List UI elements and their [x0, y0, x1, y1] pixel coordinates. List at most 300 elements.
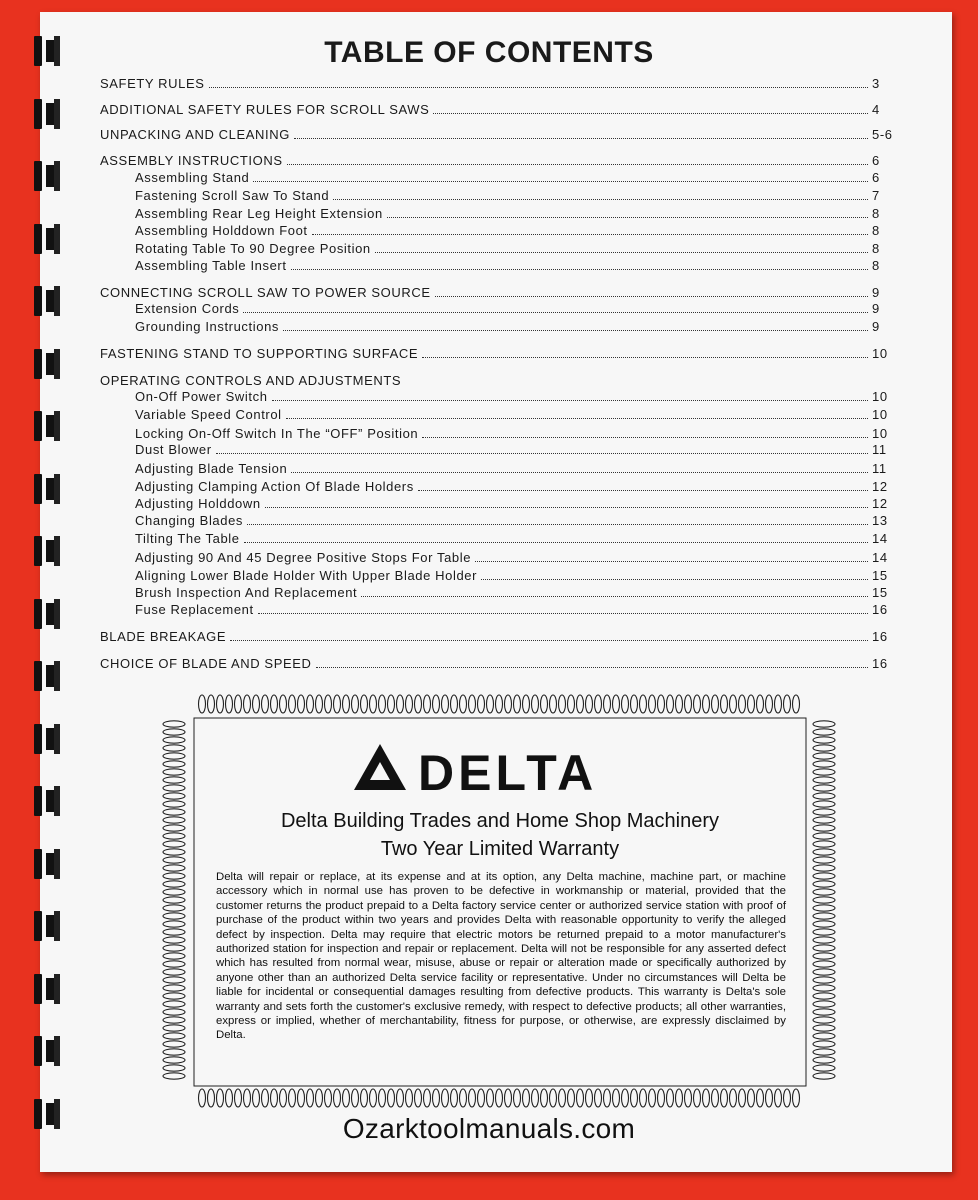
border-loop [163, 721, 185, 727]
border-loop [813, 793, 835, 799]
border-loop [813, 737, 835, 743]
border-loop [163, 889, 185, 895]
toc-entry-page: 16 [872, 602, 888, 617]
border-loop [640, 1089, 647, 1107]
toc-entry-page: 10 [872, 426, 888, 441]
dot-leader [265, 507, 868, 508]
border-loop [813, 1057, 835, 1063]
border-loop [226, 1089, 233, 1107]
border-loop [813, 873, 835, 879]
border-loop [451, 695, 458, 713]
border-loop [649, 695, 656, 713]
border-loop [523, 695, 530, 713]
toc-entry [135, 300, 888, 316]
toc-entry-page: 8 [872, 206, 880, 221]
toc-entry-label: Extension Cords [135, 301, 240, 316]
border-loop [739, 695, 746, 713]
toc-entry [100, 284, 888, 300]
border-loop [163, 969, 185, 975]
border-loop [163, 945, 185, 951]
border-loop [163, 865, 185, 871]
border-loop [658, 695, 665, 713]
toc-entry [135, 169, 888, 185]
border-loop [813, 745, 835, 751]
toc-entry-page: 5-6 [872, 127, 893, 142]
border-loop [415, 1089, 422, 1107]
dot-leader [230, 640, 868, 641]
border-loop [163, 745, 185, 751]
dot-leader [475, 561, 868, 562]
toc-entry-page: 7 [872, 188, 880, 203]
border-loop [813, 881, 835, 887]
toc-entry-label: Variable Speed Control [135, 407, 282, 422]
border-loop [253, 1089, 260, 1107]
dot-leader [291, 269, 868, 270]
border-loop [343, 1089, 350, 1107]
border-loop [163, 1057, 185, 1063]
border-loop [163, 961, 185, 967]
watermark-url: Ozarktoolmanuals.com [342, 1113, 636, 1144]
dot-leader [244, 542, 868, 543]
toc-entry-page: 10 [872, 346, 888, 361]
border-loop [721, 1089, 728, 1107]
border-loop [813, 1025, 835, 1031]
dot-leader [209, 87, 869, 88]
border-loop [568, 695, 575, 713]
toc-entry-label: Locking On-Off Switch In The “OFF” Position [135, 426, 419, 441]
border-loop [766, 695, 773, 713]
border-loop [757, 695, 764, 713]
toc-entry-label: ASSEMBLY INSTRUCTIONS [100, 153, 283, 168]
dot-leader [422, 357, 868, 358]
border-loop [442, 1089, 449, 1107]
toc-entry [100, 152, 888, 168]
border-loop [712, 1089, 719, 1107]
dot-leader [433, 113, 868, 114]
border-loop [163, 761, 185, 767]
border-loop [514, 695, 521, 713]
border-loop [262, 1089, 269, 1107]
border-loop [505, 695, 512, 713]
toc-entry [135, 460, 888, 476]
border-loop [604, 1089, 611, 1107]
border-loop [163, 1033, 185, 1039]
page-title: TABLE OF CONTENTS [324, 36, 654, 69]
border-loop [334, 1089, 341, 1107]
border-loop [460, 1089, 467, 1107]
toc-entry-label: Adjusting Holddown [135, 496, 261, 511]
border-loop [541, 1089, 548, 1107]
dot-leader [283, 330, 868, 331]
toc-entry-label: Assembling Table Insert [135, 258, 287, 273]
toc-entry-label: Dust Blower [135, 442, 212, 457]
border-loop [784, 695, 791, 713]
border-loop [217, 1089, 224, 1107]
border-loop [307, 1089, 314, 1107]
border-loop [775, 695, 782, 713]
border-loop [550, 1089, 557, 1107]
border-loop [388, 1089, 395, 1107]
border-loop [163, 929, 185, 935]
border-loop [541, 695, 548, 713]
dot-leader [286, 418, 868, 419]
border-loop [226, 695, 233, 713]
dot-leader [216, 453, 868, 454]
border-loop [568, 1089, 575, 1107]
binding-coil [30, 1036, 64, 1066]
border-loop [813, 1017, 835, 1023]
toc-entry-label: Adjusting Blade Tension [135, 461, 288, 476]
border-loop [532, 1089, 539, 1107]
toc-entry [135, 584, 888, 600]
border-loop [676, 695, 683, 713]
toc-entry-page: 8 [872, 241, 880, 256]
border-loop [406, 695, 413, 713]
border-loop [424, 1089, 431, 1107]
toc-entry-label: BLADE BREAKAGE [100, 629, 227, 644]
toc-entry-label: Assembling Stand [135, 170, 250, 185]
toc-entry-label: FASTENING STAND TO SUPPORTING SURFACE [100, 346, 419, 361]
toc-entry-page: 12 [872, 479, 888, 494]
toc-entry [100, 372, 888, 388]
border-loop [163, 913, 185, 919]
border-loop [730, 695, 737, 713]
toc-entry-label: Grounding Instructions [135, 319, 279, 334]
border-loop [766, 1089, 773, 1107]
border-loop [298, 695, 305, 713]
border-loop [289, 695, 296, 713]
border-loop [793, 695, 800, 713]
border-loop [208, 1089, 215, 1107]
border-loop [217, 695, 224, 713]
toc-entry [135, 205, 888, 221]
toc-entry-label: Tilting The Table [135, 531, 240, 546]
toc-entry-label: Assembling Holddown Foot [135, 223, 308, 238]
border-loop [775, 1089, 782, 1107]
toc-entry-page: 14 [872, 550, 888, 565]
border-loop [262, 695, 269, 713]
toc-entry [100, 655, 888, 671]
toc-entry [135, 222, 888, 238]
border-loop [739, 1089, 746, 1107]
toc-entry-label: Fastening Scroll Saw To Stand [135, 188, 330, 203]
border-loop [163, 881, 185, 887]
dot-leader [375, 252, 868, 253]
border-loop [244, 695, 251, 713]
border-loop [163, 1041, 185, 1047]
toc-entry-page: 14 [872, 531, 888, 546]
border-loop [469, 695, 476, 713]
border-loop [163, 921, 185, 927]
toc-entry-page: 8 [872, 258, 880, 273]
border-loop [550, 695, 557, 713]
toc-entry [135, 240, 888, 256]
toc-entry-page: 15 [872, 585, 888, 600]
border-loop [163, 769, 185, 775]
toc-entry-label: Aligning Lower Blade Holder With Upper Blade Holder [135, 568, 478, 583]
dot-leader [312, 234, 868, 235]
border-loop [685, 1089, 692, 1107]
border-loop [379, 1089, 386, 1107]
border-loop [235, 1089, 242, 1107]
border-loop [813, 929, 835, 935]
border-loop [813, 769, 835, 775]
border-loop [730, 1089, 737, 1107]
border-loop [163, 985, 185, 991]
dot-leader [253, 181, 868, 182]
toc-entry-label: Fuse Replacement [135, 602, 254, 617]
dot-leader [361, 596, 868, 597]
border-loop [397, 1089, 404, 1107]
border-loop [813, 1041, 835, 1047]
border-loop [586, 695, 593, 713]
toc-entry [135, 567, 888, 583]
dot-leader [481, 579, 868, 580]
border-loop [271, 1089, 278, 1107]
border-loop [424, 695, 431, 713]
border-loop [163, 1049, 185, 1055]
border-loop [559, 695, 566, 713]
border-loop [613, 1089, 620, 1107]
toc-entry [100, 126, 893, 142]
toc-entry-page: 11 [872, 461, 887, 476]
border-loop [813, 753, 835, 759]
border-loop [433, 695, 440, 713]
dot-leader [422, 437, 868, 438]
border-loop [280, 695, 287, 713]
border-loop [478, 695, 485, 713]
toc-entry [100, 75, 888, 91]
border-loop [163, 1065, 185, 1071]
binding-coil [30, 974, 64, 1004]
border-loop [813, 993, 835, 999]
border-loop [813, 1001, 835, 1007]
border-loop [604, 695, 611, 713]
toc-entry-page: 6 [872, 153, 880, 168]
toc-entry [135, 441, 888, 457]
toc-entry [135, 187, 888, 203]
border-loop [577, 695, 584, 713]
border-loop [163, 897, 185, 903]
border-loop [244, 1089, 251, 1107]
toc-entry-page: 8 [872, 223, 880, 238]
border-loop [813, 921, 835, 927]
toc-entry-page: 9 [872, 285, 880, 300]
border-loop [433, 1089, 440, 1107]
border-loop [352, 1089, 359, 1107]
binding-coil [30, 786, 64, 816]
toc-entry-page: 15 [872, 568, 888, 583]
toc-entry [135, 425, 888, 441]
toc-entry-page: 10 [872, 389, 888, 404]
toc-entry [100, 628, 888, 644]
toc-entry-label: On-Off Power Switch [135, 389, 268, 404]
toc-entry-page: 10 [872, 407, 888, 422]
border-loop [813, 961, 835, 967]
border-loop [163, 1009, 185, 1015]
border-loop [469, 1089, 476, 1107]
toc-entry [135, 388, 888, 404]
toc-entry [135, 549, 888, 565]
toc-entry [135, 495, 888, 511]
border-loop [532, 695, 539, 713]
binding-coil [30, 849, 64, 879]
toc-entry-page: 6 [872, 170, 880, 185]
delta-logo-wordmark: DELTA [418, 745, 598, 800]
border-loop [163, 1073, 185, 1079]
border-loop [316, 1089, 323, 1107]
border-loop [163, 777, 185, 783]
toc-entry [100, 101, 888, 117]
toc-entry-label: ADDITIONAL SAFETY RULES FOR SCROLL SAWS [100, 102, 430, 117]
border-loop [595, 695, 602, 713]
dot-leader [272, 400, 868, 401]
border-loop [496, 1089, 503, 1107]
border-loop [163, 737, 185, 743]
border-loop [813, 777, 835, 783]
border-loop [813, 761, 835, 767]
toc-entry-page: 13 [872, 513, 888, 528]
border-loop [813, 977, 835, 983]
toc-entry-label: UNPACKING AND CLEANING [100, 127, 290, 142]
border-loop [813, 945, 835, 951]
border-loop [478, 1089, 485, 1107]
border-loop [757, 1089, 764, 1107]
toc-entry-page: 16 [872, 629, 888, 644]
toc-entry-label: Adjusting 90 And 45 Degree Positive Stops For Table [135, 550, 472, 565]
border-loop [505, 1089, 512, 1107]
border-loop [361, 1089, 368, 1107]
border-loop [460, 695, 467, 713]
warranty-body: Delta will repair or replace, at its expense and at its option, any Delta machine, machine part, or machine accessory which in normal use has proven to be defective in workmanship or material, provided that the customer returns the product prepaid to a Delta factory service center or authorized service station with proof of purchase of the product within two years and provides Delta with reasonable opportunity to verify the alleged defect by inspection. Delta may require that electric motors be returned prepaid to a motor manufacturer's authorized station for inspection and repair or replacement. Delta will not be responsible for any asserted defect which has resulted from normal wear, misuse, abuse or repair or alteration made or specifically authorized by anyone other than an authorized Delta service facility or representative. Under no circumstances will Delta be liable for incidental or consequential damages resulting from defective products. This warranty is Delta's sole warranty and sets forth the customer's exclusive remedy, with respect to defective products; all other warranties, express or implied, whether of merchantability, fitness for purpose, or otherwise, are expressly disclaimed by Delta. [216, 871, 786, 1042]
border-loop [813, 801, 835, 807]
border-loop [298, 1089, 305, 1107]
border-loop [370, 1089, 377, 1107]
border-loop [703, 1089, 710, 1107]
border-loop [813, 1049, 835, 1055]
border-loop [813, 889, 835, 895]
toc-entry-page: 16 [872, 656, 888, 671]
border-loop [415, 695, 422, 713]
border-loop [163, 993, 185, 999]
border-loop [667, 1089, 674, 1107]
border-loop [658, 1089, 665, 1107]
dot-leader [291, 472, 868, 473]
border-loop [388, 695, 395, 713]
dot-leader [287, 164, 868, 165]
border-loop [649, 1089, 656, 1107]
border-loop [784, 1089, 791, 1107]
warranty-box [160, 688, 840, 1116]
border-loop [451, 1089, 458, 1107]
warranty-title: Delta Building Trades and Home Shop Machinery [280, 810, 720, 832]
dot-leader [418, 490, 868, 491]
border-loop [163, 1017, 185, 1023]
toc-entry-page: 9 [872, 319, 880, 334]
border-loop [208, 695, 215, 713]
border-loop [712, 695, 719, 713]
border-loop [748, 695, 755, 713]
toc-entry [135, 478, 888, 494]
border-loop [631, 695, 638, 713]
binding-coil [30, 724, 64, 754]
border-loop [813, 905, 835, 911]
border-loop [813, 729, 835, 735]
border-loop [496, 695, 503, 713]
border-loop [163, 785, 185, 791]
border-loop [748, 1089, 755, 1107]
dot-leader [243, 312, 868, 313]
border-loop [487, 695, 494, 713]
border-loop [813, 1033, 835, 1039]
border-loop [813, 721, 835, 727]
border-loop [613, 695, 620, 713]
toc-entry [135, 257, 888, 273]
border-loop [813, 953, 835, 959]
border-loop [694, 695, 701, 713]
border-loop [813, 913, 835, 919]
border-loop [235, 695, 242, 713]
toc-entry-label: Changing Blades [135, 513, 244, 528]
border-loop [163, 729, 185, 735]
border-loop [487, 1089, 494, 1107]
border-loop [721, 695, 728, 713]
border-loop [793, 1089, 800, 1107]
toc-entry-label: CHOICE OF BLADE AND SPEED [100, 656, 312, 671]
border-loop [397, 695, 404, 713]
toc-entry [135, 530, 888, 546]
border-loop [307, 695, 314, 713]
border-loop [289, 1089, 296, 1107]
toc-entry-page: 11 [872, 442, 887, 457]
border-loop [694, 1089, 701, 1107]
border-loop [577, 1089, 584, 1107]
toc-entry-label: Assembling Rear Leg Height Extension [135, 206, 383, 221]
border-loop [595, 1089, 602, 1107]
border-loop [361, 695, 368, 713]
border-loop [343, 695, 350, 713]
toc-entry [135, 512, 888, 528]
border-loop [253, 695, 260, 713]
border-loop [163, 977, 185, 983]
border-loop [163, 793, 185, 799]
border-loop [813, 1073, 835, 1079]
dot-leader [294, 138, 868, 139]
toc-entry-page: 12 [872, 496, 888, 511]
border-loop [631, 1089, 638, 1107]
border-loop [813, 865, 835, 871]
border-loop [622, 695, 629, 713]
border-loop [325, 1089, 332, 1107]
border-loop [379, 695, 386, 713]
toc-entry-label: Rotating Table To 90 Degree Position [135, 241, 371, 256]
border-loop [163, 905, 185, 911]
border-loop [163, 801, 185, 807]
border-loop [352, 695, 359, 713]
border-loop [163, 937, 185, 943]
dot-leader [387, 217, 868, 218]
border-loop [163, 1025, 185, 1031]
toc-entry [135, 318, 888, 334]
border-loop [199, 695, 206, 713]
border-loop [676, 1089, 683, 1107]
toc-entry-label: Brush Inspection And Replacement [135, 585, 358, 600]
border-loop [813, 897, 835, 903]
border-loop [514, 1089, 521, 1107]
dot-leader [333, 199, 868, 200]
border-loop [163, 753, 185, 759]
toc-entry-page: 4 [872, 102, 880, 117]
